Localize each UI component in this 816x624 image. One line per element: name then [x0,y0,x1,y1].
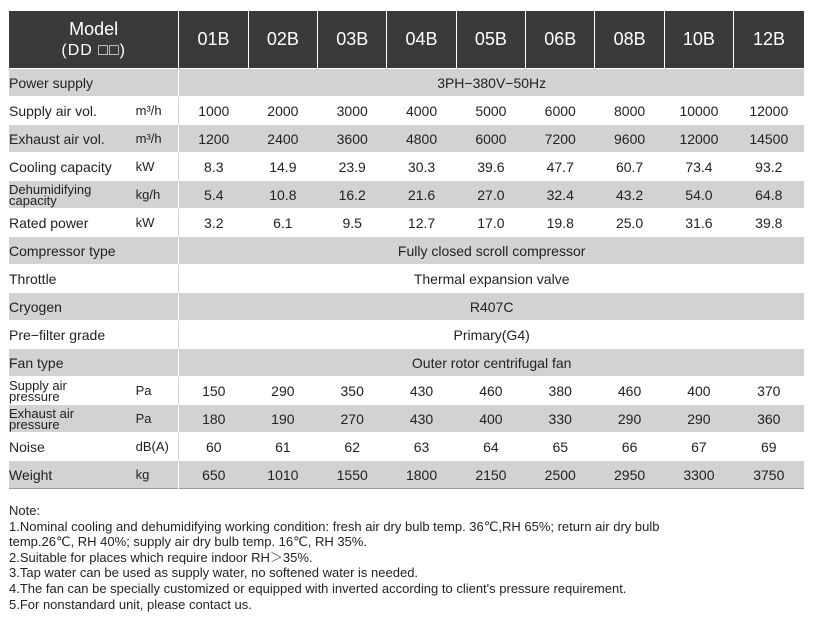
value-cell: 8000 [595,97,664,125]
header-row [9,11,804,69]
value-cell: 430 [387,405,456,433]
value-cell: 12.7 [387,209,456,237]
value-cell: 47.7 [526,153,595,181]
spec-row [9,265,804,293]
model-code: (DD □□) [61,41,126,59]
parameter-unit: kg/h [136,181,179,209]
value-cell: 65 [526,433,595,461]
value-cell: 2150 [456,461,525,489]
note-line: temp.26℃, RH 40%; supply air dry bulb temp. 16℃, RH 35%. [9,534,367,550]
spec-row [9,97,804,125]
spanning-value: Thermal expansion valve [179,265,804,293]
value-cell: 400 [456,405,525,433]
parameter-unit: kW [136,209,179,237]
value-cell: 14500 [734,125,804,153]
parameter-name-line: capacity [9,192,57,208]
parameter-name [9,181,136,209]
value-cell: 1550 [318,461,387,489]
value-cell: 66 [595,433,664,461]
value-cell: 14.9 [248,153,317,181]
value-cell: 180 [179,405,248,433]
value-cell: 61 [248,433,317,461]
spec-row [9,153,804,181]
parameter-name: Cooling capacity [9,153,136,181]
value-cell: 290 [248,377,317,405]
parameter-name: Pre−filter grade [9,321,179,349]
value-cell: 12000 [664,125,733,153]
model-column-header: 10B [664,11,733,69]
value-cell: 62 [318,433,387,461]
value-cell: 64.8 [734,181,804,209]
parameter-name: Rated power [9,209,136,237]
model-header [9,11,179,69]
note-line: 2.Suitable for places which require indoor RH＞35%. [9,549,313,565]
spec-row [9,461,804,489]
notes-title: Note: [9,503,41,518]
spanning-value: Fully closed scroll compressor [179,237,804,265]
parameter-name-line: Supply air [9,377,67,393]
parameter-name: Throttle [9,265,179,293]
value-cell: 3.2 [179,209,248,237]
spanning-value: Outer rotor centrifugal fan [179,349,804,377]
value-cell: 1800 [387,461,456,489]
note-line: 3.Tap water can be used as supply water, no softened water is needed. [9,565,419,581]
note-line: 5.For nonstandard unit, please contact us. [9,596,252,612]
value-cell: 2400 [248,125,317,153]
value-cell: 31.6 [664,209,733,237]
value-cell: 430 [387,377,456,405]
value-cell: 10000 [664,97,733,125]
value-cell: 73.4 [664,153,733,181]
value-cell: 1200 [179,125,248,153]
value-cell: 69 [734,433,804,461]
value-cell: 290 [595,405,664,433]
parameter-name: Supply air vol. [9,97,136,125]
value-cell: 360 [734,405,804,433]
value-cell: 650 [179,461,248,489]
value-cell: 19.8 [526,209,595,237]
parameter-name: Fan type [9,349,179,377]
spec-row [9,321,804,349]
value-cell: 6000 [526,97,595,125]
parameter-name: Noise [9,433,136,461]
value-cell: 2500 [526,461,595,489]
note-line: 1.Nominal cooling and dehumidifying working condition: fresh air dry bulb temp. 36℃,RH 65%; return air dry bulb [9,518,660,534]
parameter-name [9,377,136,405]
value-cell: 17.0 [456,209,525,237]
value-cell: 60.7 [595,153,664,181]
value-cell: 150 [179,377,248,405]
value-cell: 16.2 [318,181,387,209]
model-column-header: 03B [318,11,387,69]
spec-row [9,237,804,265]
value-cell: 270 [318,405,387,433]
parameter-name: Power supply [9,69,179,97]
spec-row [9,433,804,461]
value-cell: 5.4 [179,181,248,209]
value-cell: 25.0 [595,209,664,237]
model-column-header: 05B [456,11,525,69]
parameter-name: Cryogen [9,293,179,321]
value-cell: 330 [526,405,595,433]
parameter-unit: Pa [136,405,179,433]
model-column-header: 12B [734,11,804,69]
value-cell: 460 [595,377,664,405]
spec-row [9,349,804,377]
value-cell: 3000 [318,97,387,125]
value-cell: 93.2 [734,153,804,181]
parameter-name [9,405,136,433]
value-cell: 4800 [387,125,456,153]
model-column-header: 04B [387,11,456,69]
value-cell: 3750 [734,461,804,489]
value-cell: 3600 [318,125,387,153]
value-cell: 30.3 [387,153,456,181]
value-cell: 43.2 [595,181,664,209]
value-cell: 27.0 [456,181,525,209]
spec-row [9,405,804,433]
note-line: 4.The fan can be specially customized or equipped with inverted according to client's pressure requirement. [9,580,627,596]
value-cell: 2950 [595,461,664,489]
value-cell: 1000 [179,97,248,125]
value-cell: 380 [526,377,595,405]
model-label: Model [69,18,119,39]
parameter-name: Exhaust air vol. [9,125,136,153]
spec-row [9,69,804,97]
spec-table [9,11,804,489]
parameter-unit: kW [136,153,179,181]
parameter-unit: Pa [136,377,179,405]
spec-row [9,293,804,321]
value-cell: 460 [456,377,525,405]
parameter-name-line: pressure [9,416,60,432]
value-cell: 9.5 [318,209,387,237]
value-cell: 54.0 [664,181,733,209]
value-cell: 64 [456,433,525,461]
parameter-name-line: pressure [9,388,60,404]
value-cell: 370 [734,377,804,405]
model-column-header: 08B [595,11,664,69]
value-cell: 63 [387,433,456,461]
value-cell: 5000 [456,97,525,125]
spanning-value: 3PH−380V−50Hz [179,69,804,97]
parameter-unit: dB(A) [136,433,179,461]
value-cell: 39.8 [734,209,804,237]
value-cell: 9600 [595,125,664,153]
notes-section [9,503,809,612]
value-cell: 3300 [664,461,733,489]
model-column-header: 06B [526,11,595,69]
value-cell: 23.9 [318,153,387,181]
value-cell: 190 [248,405,317,433]
value-cell: 1010 [248,461,317,489]
value-cell: 6.1 [248,209,317,237]
parameter-name-line: Dehumidifying [9,181,92,197]
model-column-header: 01B [179,11,248,69]
value-cell: 7200 [526,125,595,153]
parameter-name: Weight [9,461,136,489]
parameter-unit: m³/h [136,125,179,153]
value-cell: 67 [664,433,733,461]
value-cell: 21.6 [387,181,456,209]
value-cell: 400 [664,377,733,405]
value-cell: 6000 [456,125,525,153]
value-cell: 60 [179,433,248,461]
table-bottom-rule-cell [9,489,804,490]
value-cell: 350 [318,377,387,405]
value-cell: 290 [664,405,733,433]
spec-row [9,209,804,237]
spanning-value: Primary(G4) [179,321,804,349]
value-cell: 32.4 [526,181,595,209]
model-column-header: 02B [248,11,317,69]
value-cell: 8.3 [179,153,248,181]
spec-row [9,181,804,209]
value-cell: 4000 [387,97,456,125]
value-cell: 12000 [734,97,804,125]
parameter-name-line: Exhaust air [9,405,75,421]
spec-row [9,125,804,153]
spec-row [9,377,804,405]
value-cell: 39.6 [456,153,525,181]
parameter-unit: m³/h [136,97,179,125]
value-cell: 2000 [248,97,317,125]
value-cell: 10.8 [248,181,317,209]
parameter-unit: kg [136,461,179,489]
parameter-name: Compressor type [9,237,179,265]
spanning-value: R407C [179,293,804,321]
table-bottom-rule [9,489,804,490]
